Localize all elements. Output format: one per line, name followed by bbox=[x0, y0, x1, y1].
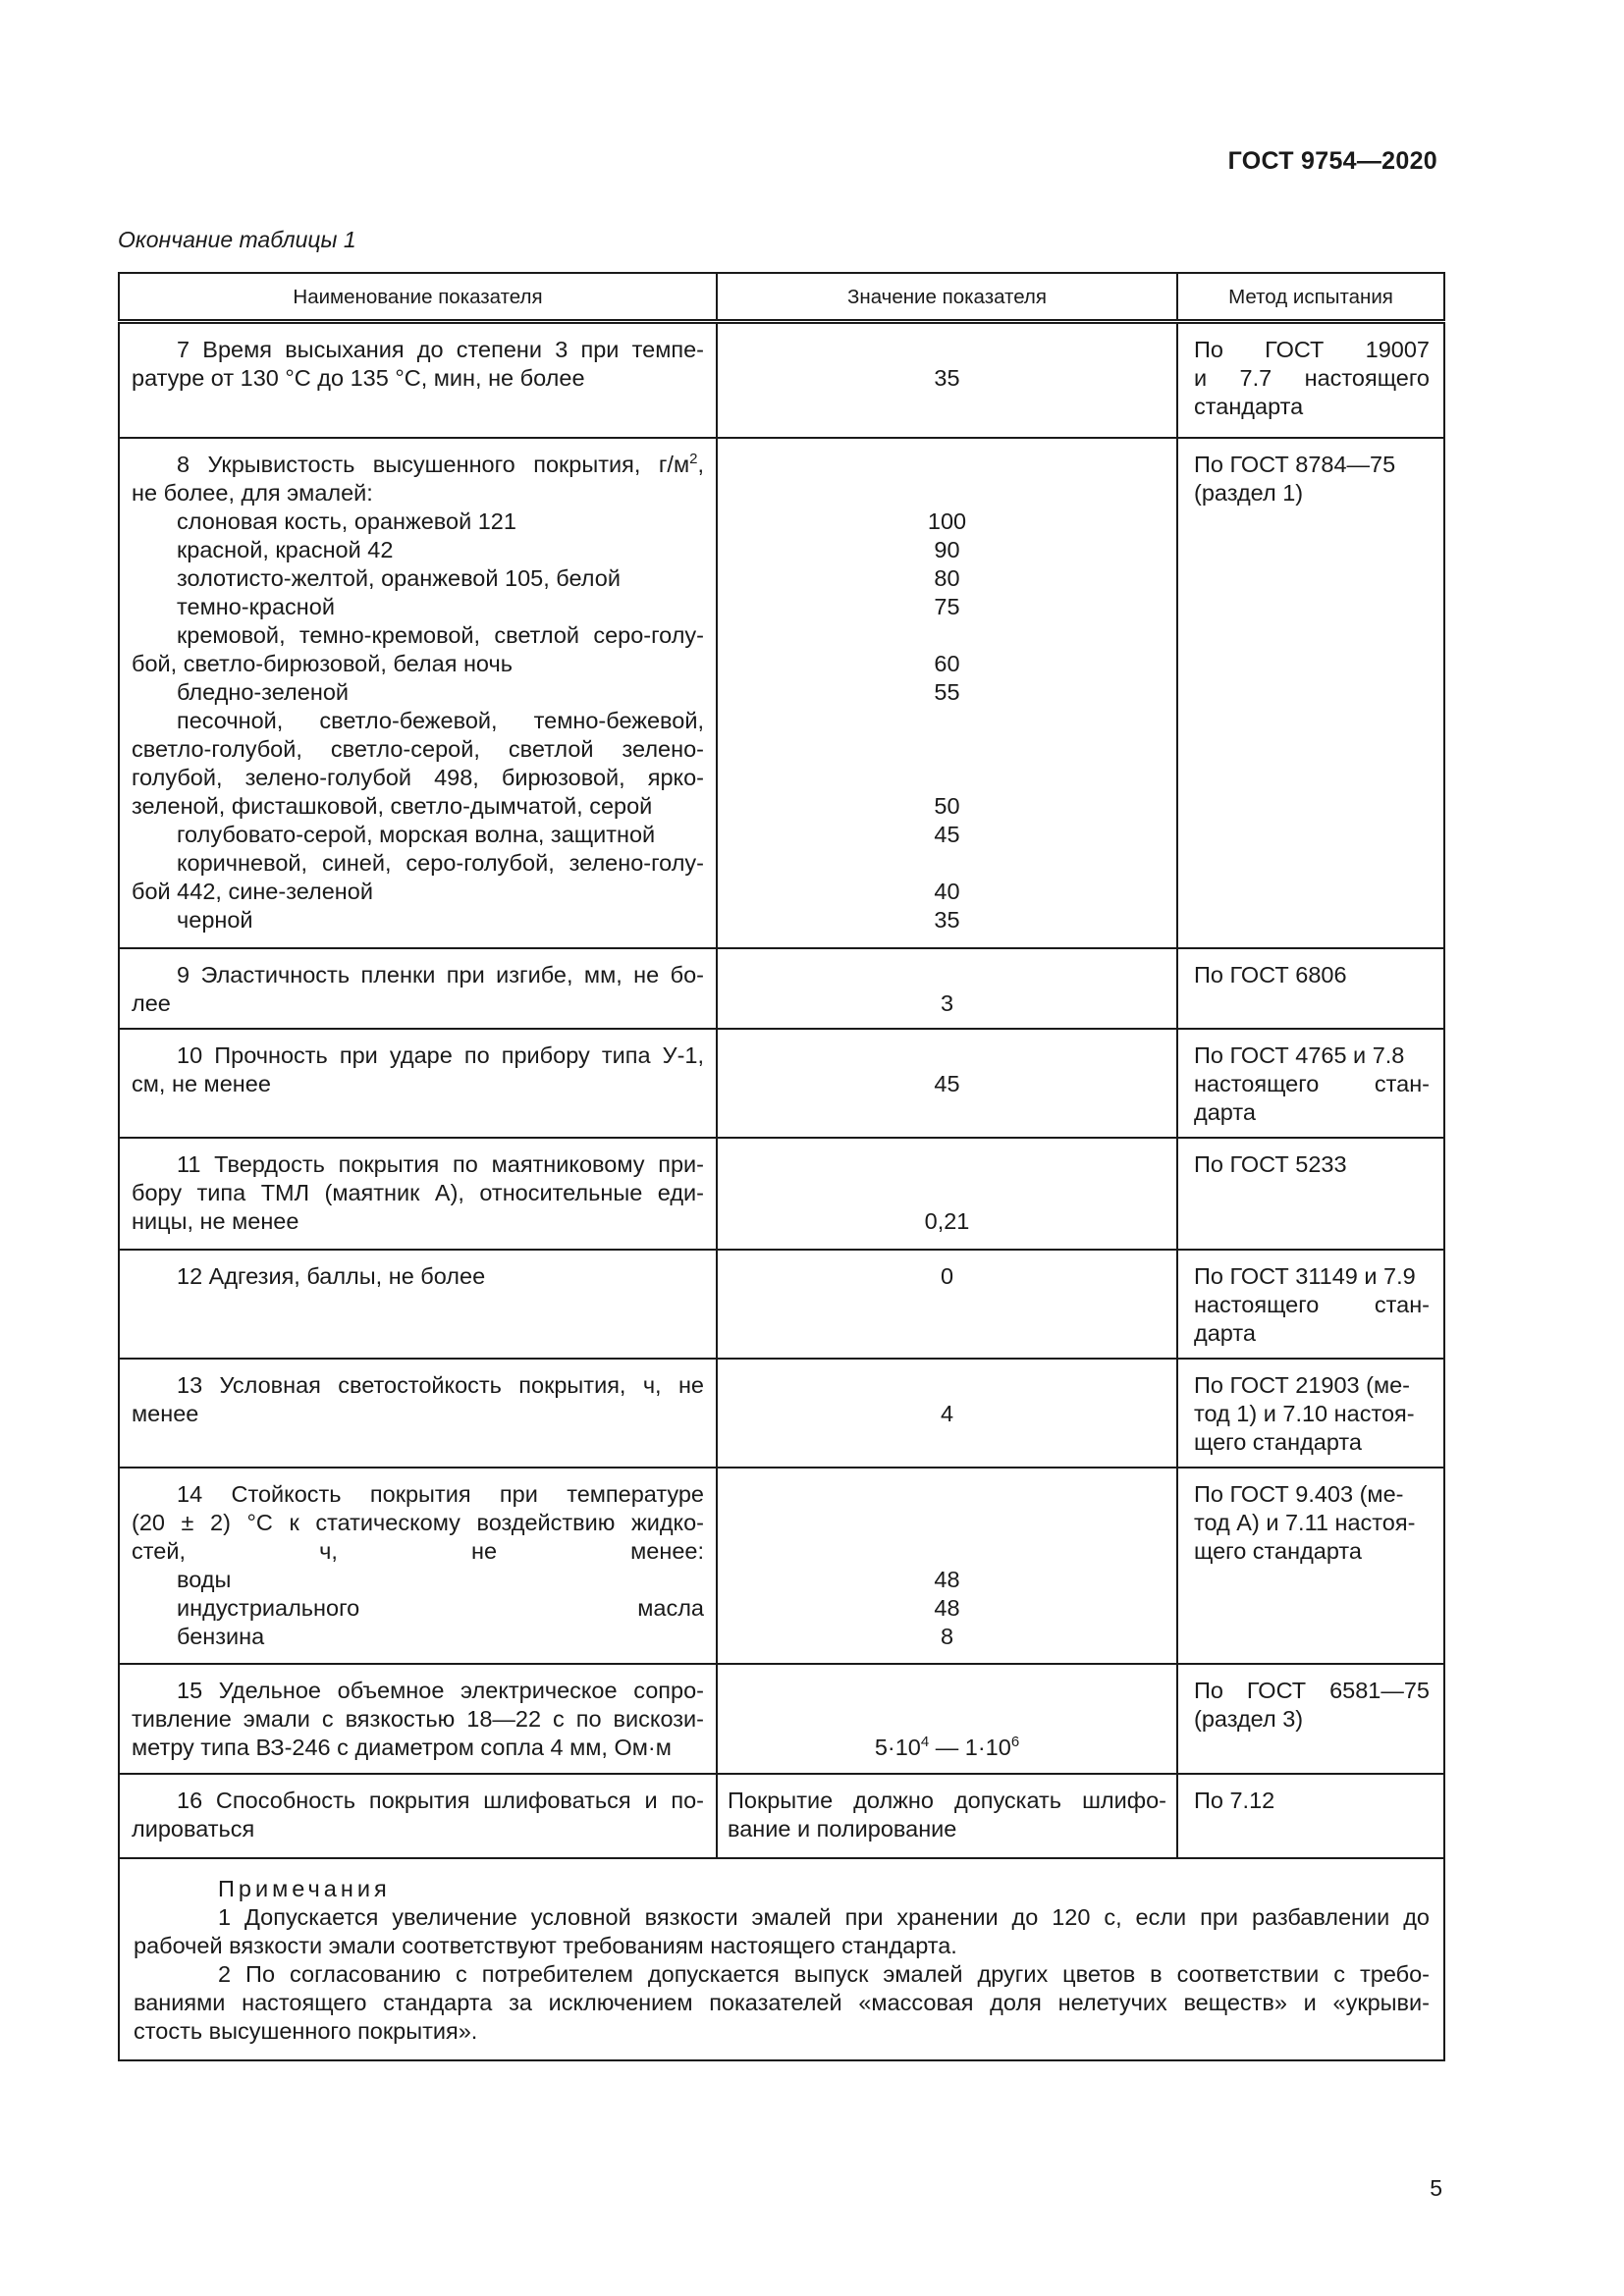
indicator-name-line: не более, для эмалей: bbox=[132, 479, 373, 506]
indicator-name-line: 15 Удельное объемное электрическое сопро- bbox=[177, 1677, 704, 1703]
indicator-value-cell bbox=[717, 1468, 1177, 1664]
indicator-value bbox=[728, 1537, 1166, 1566]
indicator-value bbox=[728, 1179, 1166, 1207]
indicator-value: 60 bbox=[934, 650, 960, 676]
indicator-name-line: голубой, зелено-голубой 498, бирюзовой, ярко- bbox=[132, 764, 704, 790]
indicators-table bbox=[118, 272, 1445, 2061]
indicator-name-line: воды bbox=[177, 1566, 232, 1592]
test-method-line: щего стандарта bbox=[1194, 1428, 1362, 1455]
indicator-name-line: зеленой, фисташковой, светло-дымчатой, серой bbox=[132, 792, 653, 819]
test-method-line: тод А) и 7.11 настоя- bbox=[1194, 1509, 1416, 1535]
table-row bbox=[119, 1774, 1444, 1858]
indicator-name-line bbox=[132, 451, 704, 479]
document-code: ГОСТ 9754—2020 bbox=[1227, 147, 1437, 175]
indicator-value: 55 bbox=[934, 678, 960, 705]
indicator-name-cell bbox=[119, 1250, 717, 1359]
test-method-line: По ГОСТ 9.403 (ме- bbox=[1194, 1480, 1404, 1507]
indicator-value bbox=[728, 1371, 1166, 1400]
indicator-name-line: темно-красной bbox=[177, 593, 335, 619]
indicator-value: 0,21 bbox=[924, 1207, 970, 1234]
note-line: 1 Допускается увеличение условной вязкости эмалей при хранении до 120 с, если при разбавлении до bbox=[218, 1903, 1430, 1930]
test-method-line: щего стандарта bbox=[1194, 1537, 1362, 1564]
table-row bbox=[119, 1468, 1444, 1664]
indicator-name-line: коричневой, синей, серо-голубой, зелено-голу- bbox=[177, 849, 704, 876]
indicator-value: 8 bbox=[940, 1623, 954, 1649]
table-row bbox=[119, 1138, 1444, 1250]
notes-title: Примечания bbox=[218, 1875, 391, 1901]
indicator-value bbox=[728, 961, 1166, 989]
indicator-value bbox=[728, 764, 1166, 792]
note-line: ваниями настоящего стандарта за исключением показателей «массовая доля нелетучих веществ» и «укрыви- bbox=[134, 1989, 1430, 2015]
indicator-value: 75 bbox=[934, 593, 960, 619]
test-method-line: настоящего стан- bbox=[1194, 1291, 1430, 1317]
indicator-name-line: 12 Адгезия, баллы, не более bbox=[177, 1262, 486, 1289]
indicator-name-cell bbox=[119, 1664, 717, 1774]
indicator-value: 48 bbox=[934, 1566, 960, 1592]
indicator-name-line: тивление эмали с вязкостью 18—22 с по вискози- bbox=[132, 1705, 704, 1732]
test-method-line: По ГОСТ 21903 (ме- bbox=[1194, 1371, 1411, 1398]
table-row bbox=[119, 1359, 1444, 1468]
notes-cell bbox=[119, 1858, 1444, 2060]
indicator-value bbox=[728, 849, 1166, 878]
indicator-value: 3 bbox=[940, 989, 954, 1016]
indicator-value: 40 bbox=[934, 878, 960, 904]
column-header-method: Метод испытания bbox=[1177, 273, 1444, 322]
indicator-name-line: бой 442, сине-зеленой bbox=[132, 878, 373, 904]
test-method-cell bbox=[1177, 1664, 1444, 1774]
test-method-cell bbox=[1177, 1250, 1444, 1359]
test-method-cell bbox=[1177, 1029, 1444, 1138]
indicator-value: 48 bbox=[934, 1594, 960, 1621]
test-method-line: и 7.7 настоящего bbox=[1194, 365, 1430, 391]
table-row bbox=[119, 438, 1444, 948]
indicator-name-line: золотисто-желтой, оранжевой 105, белой bbox=[177, 564, 621, 591]
test-method-line: По ГОСТ 6806 bbox=[1194, 961, 1347, 988]
test-method-line: дарта bbox=[1194, 1098, 1256, 1125]
indicator-value bbox=[728, 621, 1166, 650]
column-header-name: Наименование показателя bbox=[119, 273, 717, 322]
indicator-name-line: менее bbox=[132, 1400, 199, 1426]
table-row bbox=[119, 1664, 1444, 1774]
table-row bbox=[119, 948, 1444, 1029]
table-row bbox=[119, 1250, 1444, 1359]
indicator-name-cell bbox=[119, 1774, 717, 1858]
indicator-value: 90 bbox=[934, 536, 960, 562]
note-line: рабочей вязкости эмали соответствуют требованиям настоящего стандарта. bbox=[134, 1932, 957, 1958]
test-method-line: По 7.12 bbox=[1194, 1787, 1275, 1813]
indicator-name-line: голубовато-серой, морская волна, защитной bbox=[177, 821, 656, 847]
notes-row bbox=[119, 1858, 1444, 2060]
indicator-name-line: 14 Стойкость покрытия при температуре bbox=[177, 1480, 704, 1507]
test-method-cell bbox=[1177, 948, 1444, 1029]
indicator-value bbox=[728, 707, 1166, 735]
indicator-value: 35 bbox=[934, 365, 960, 391]
indicator-name-line: (20 ± 2) °С к статическому воздействию жидко- bbox=[132, 1509, 704, 1535]
indicator-value-cell bbox=[717, 1250, 1177, 1359]
indicator-name-line: черной bbox=[177, 906, 253, 933]
indicator-name-line: лее bbox=[132, 989, 171, 1016]
indicator-value bbox=[728, 1509, 1166, 1537]
test-method-cell bbox=[1177, 1138, 1444, 1250]
indicator-value-text: вание и полирование bbox=[728, 1815, 957, 1842]
formula-part: 1·10 bbox=[964, 1734, 1011, 1760]
test-method-cell bbox=[1177, 322, 1444, 438]
table-row bbox=[119, 1029, 1444, 1138]
indicator-name-line: 7 Время высыхания до степени 3 при темпе- bbox=[177, 337, 704, 362]
resistivity-range-value bbox=[728, 1734, 1166, 1762]
indicator-value: 35 bbox=[934, 906, 960, 933]
indicator-name-line: метру типа ВЗ-246 с диаметром сопла 4 мм, Ом·м bbox=[132, 1734, 672, 1760]
indicator-value bbox=[728, 479, 1166, 507]
indicator-name-line: лироваться bbox=[132, 1815, 255, 1842]
test-method-cell bbox=[1177, 1359, 1444, 1468]
indicator-name-line: 11 Твердость покрытия по маятниковому при- bbox=[177, 1150, 704, 1177]
indicator-value bbox=[728, 1041, 1166, 1070]
indicator-name-line: ратуре от 130 °С до 135 °С, мин, не более bbox=[132, 365, 585, 391]
indicator-value-cell bbox=[717, 1029, 1177, 1138]
indicator-name-line: индустриального масла bbox=[177, 1594, 704, 1621]
test-method-line: По ГОСТ 31149 и 7.9 bbox=[1194, 1262, 1416, 1289]
indicator-name-line: бору типа ТМЛ (маятник А), относительные еди- bbox=[132, 1179, 704, 1205]
indicator-value: 4 bbox=[940, 1400, 954, 1426]
indicator-name-cell bbox=[119, 1468, 717, 1664]
note-line: 2 По согласованию с потребителем допускается выпуск эмалей других цветов в соответствии с требо- bbox=[218, 1960, 1430, 1987]
indicator-value bbox=[728, 336, 1166, 364]
indicator-value bbox=[728, 735, 1166, 764]
indicator-name-line: 13 Условная светостойкость покрытия, ч, не bbox=[177, 1371, 704, 1398]
indicator-name-line: слоновая кость, оранжевой 121 bbox=[177, 507, 516, 534]
test-method-cell bbox=[1177, 1774, 1444, 1858]
indicator-name-line: 16 Способность покрытия шлифоваться и по- bbox=[177, 1787, 704, 1813]
indicator-name-cell bbox=[119, 1029, 717, 1138]
indicator-name-cell bbox=[119, 322, 717, 438]
unit-superscript: 2 bbox=[689, 450, 698, 467]
indicator-name-cell bbox=[119, 438, 717, 948]
test-method-line: дарта bbox=[1194, 1319, 1256, 1346]
indicator-name-line: бой, светло-бирюзовой, белая ночь bbox=[132, 650, 513, 676]
indicator-name-cell bbox=[119, 1138, 717, 1250]
indicator-value-cell bbox=[717, 1774, 1177, 1858]
indicator-value bbox=[728, 1705, 1166, 1734]
page-number: 5 bbox=[1430, 2175, 1442, 2201]
indicator-value-cell bbox=[717, 1664, 1177, 1774]
indicator-value: 80 bbox=[934, 564, 960, 591]
indicator-value-cell bbox=[717, 322, 1177, 438]
formula-part: 5·10 bbox=[874, 1734, 921, 1760]
indicator-name-line: бензина bbox=[177, 1623, 265, 1649]
test-method-line: стандарта bbox=[1194, 394, 1304, 419]
indicator-name-line: ницы, не менее bbox=[132, 1207, 299, 1234]
indicator-name-cell bbox=[119, 948, 717, 1029]
indicator-name-line: кремовой, темно-кремовой, светлой серо-голу- bbox=[177, 621, 704, 648]
indicator-value: 45 bbox=[934, 1070, 960, 1096]
note-line: стость высушенного покрытия». bbox=[134, 2017, 478, 2044]
indicator-name-line: светло-голубой, светло-серой, светлой зелено- bbox=[132, 735, 704, 762]
test-method-cell bbox=[1177, 1468, 1444, 1664]
indicator-value: 45 bbox=[934, 821, 960, 847]
column-header-value: Значение показателя bbox=[717, 273, 1177, 322]
indicator-name-line: 10 Прочность при ударе по прибору типа У-1, bbox=[177, 1041, 704, 1068]
indicator-value: 100 bbox=[927, 507, 967, 534]
indicator-name-text: 8 Укрывистость высушенного покрытия, г/м bbox=[177, 451, 690, 477]
test-method-cell bbox=[1177, 438, 1444, 948]
test-method-line: тод 1) и 7.10 настоя- bbox=[1194, 1400, 1415, 1426]
indicator-value-cell bbox=[717, 1138, 1177, 1250]
indicator-value bbox=[728, 1480, 1166, 1509]
table-row bbox=[119, 322, 1444, 438]
table-caption: Окончание таблицы 1 bbox=[118, 227, 356, 252]
indicator-value-cell bbox=[717, 948, 1177, 1029]
indicator-value-cell bbox=[717, 438, 1177, 948]
test-method-line: По ГОСТ 19007 bbox=[1194, 337, 1430, 362]
test-method-line: По ГОСТ 6581—75 bbox=[1194, 1677, 1430, 1703]
indicator-value bbox=[728, 1677, 1166, 1705]
unit-suffix: , bbox=[697, 451, 704, 477]
indicator-value-cell bbox=[717, 1359, 1177, 1468]
indicator-value bbox=[728, 1150, 1166, 1179]
test-method-line: По ГОСТ 4765 и 7.8 bbox=[1194, 1041, 1405, 1068]
formula-part: 4 bbox=[920, 1733, 930, 1750]
indicator-value: 0 bbox=[940, 1262, 954, 1289]
indicator-name-line: песочной, светло-бежевой, темно-бежевой, bbox=[177, 707, 704, 733]
indicator-name-line: бледно-зеленой bbox=[177, 678, 350, 705]
indicator-name-cell bbox=[119, 1359, 717, 1468]
test-method-line: По ГОСТ 8784—75 bbox=[1194, 451, 1396, 477]
indicator-value-text: Покрытие должно допускать шлифо- bbox=[728, 1787, 1166, 1813]
test-method-line: По ГОСТ 5233 bbox=[1194, 1150, 1347, 1177]
indicator-value: 50 bbox=[934, 792, 960, 819]
indicator-name-line: см, не менее bbox=[132, 1070, 271, 1096]
indicator-value bbox=[728, 451, 1166, 479]
test-method-line: (раздел 1) bbox=[1194, 479, 1304, 506]
test-method-line: настоящего стан- bbox=[1194, 1070, 1430, 1096]
table-header-row bbox=[119, 273, 1444, 322]
indicator-name-line: красной, красной 42 bbox=[177, 536, 394, 562]
formula-part: 6 bbox=[1010, 1733, 1020, 1750]
formula-part: — bbox=[929, 1734, 965, 1760]
indicator-name-line: 9 Эластичность пленки при изгибе, мм, не бо- bbox=[177, 961, 704, 988]
test-method-line: (раздел 3) bbox=[1194, 1705, 1304, 1732]
indicator-name-line: стей, ч, не менее: bbox=[132, 1537, 704, 1564]
